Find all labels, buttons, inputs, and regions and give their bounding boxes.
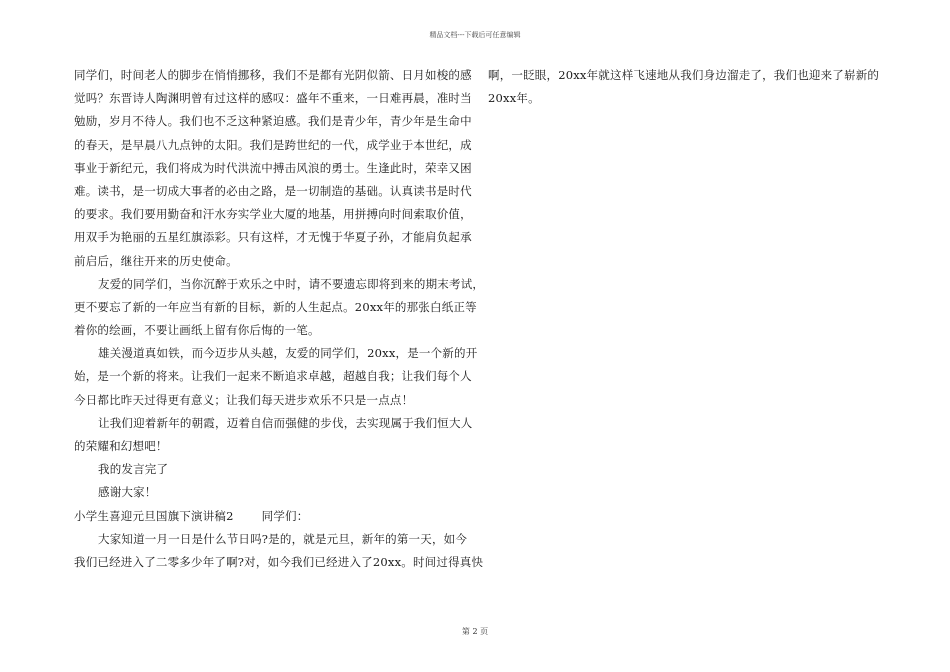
- paragraph-line: 友爱的同学们，当你沉醉于欢乐之中时，请不要遗忘即将到来的期末考试，: [98, 276, 485, 291]
- section-title: 小学生喜迎元旦国旗下演讲稿2: [74, 508, 234, 523]
- paragraph-line: 20xx年。: [488, 91, 540, 106]
- paragraph-line: 的春天，是早晨八九点钟的太阳。我们是跨世纪的一代，成学业于本世纪，成: [74, 137, 472, 152]
- paragraph-line: 更不要忘了新的一年应当有新的目标，新的人生起点。20xx年的那张白纸正等: [74, 299, 477, 314]
- paragraph-line: 的荣耀和幻想吧！: [74, 439, 168, 453]
- paragraph-line: 的要求。我们要用勤奋和汗水夯实学业大厦的地基，用拼搏向时间索取价值，: [74, 207, 472, 222]
- section-greeting: 同学们：: [261, 508, 309, 523]
- paragraph-line: 啊，一眨眼，20xx年就这样飞速地从我们身边溜走了，我们也迎来了崭新的: [488, 68, 880, 82]
- paragraph-line: 让我们迎着新年的朝霞，迈着自信而强健的步伐，去实现属于我们恒大人: [98, 415, 473, 430]
- right-column: [488, 64, 888, 110]
- paragraph-line: 大家知道一月一日是什么节日吗?是的，就是元旦，新年的第一天，如今: [98, 531, 468, 546]
- paragraph-line: 同学们，时间老人的脚步在悄悄挪移，我们不是都有光阴似箭、日月如梭的感: [74, 68, 472, 82]
- paragraph-line: 感谢大家！: [98, 485, 157, 500]
- paragraph-line: 难。读书，是一切成大事者的必由之路，是一切制造的基础。认真读书是时代: [74, 183, 472, 198]
- paragraph-line: 事业于新纪元，我们将成为时代洪流中搏击风浪的勇士。生逢此时，荣幸又困: [74, 160, 472, 175]
- paragraph-line: 雄关漫道真如铁，而今迈步从头越，友爱的同学们，20xx，是一个新的开: [98, 346, 478, 361]
- page-header: 精品文档---下载后可任意编辑: [429, 31, 521, 39]
- paragraph-line: 我们已经进入了二零多少年了啊?对，如今我们已经进入了20xx。时间过得真快: [74, 554, 484, 569]
- paragraph-line: 前启后，继往开来的历史使命。: [74, 253, 238, 268]
- section-title-line: [74, 505, 476, 528]
- paragraph-line: 勉励，岁月不待人。我们也不乏这种紧迫感。我们是青少年，青少年是生命中: [74, 114, 472, 129]
- page-number: 第 2 页: [461, 627, 489, 636]
- paragraph-line: 觉吗？东晋诗人陶渊明曾有过这样的感叹：盛年不重来，一日难再晨，准时当: [74, 91, 472, 106]
- left-column: [74, 64, 485, 574]
- paragraph-line: 今日都比昨天过得更有意义；让我们每天进步欢乐不只是一点点！: [74, 392, 414, 407]
- paragraph-line: 用双手为艳丽的五星红旗添彩。只有这样，才无愧于华夏子孙，才能肩负起承: [74, 230, 472, 245]
- paragraph-line: 着你的绘画，不要让画纸上留有你后悔的一笔。: [74, 323, 320, 338]
- paragraph-line: 我的发言完了: [98, 462, 169, 477]
- paragraph-line: 始，是一个新的将来。让我们一起来不断追求卓越，超越自我；让我们每个人: [74, 369, 472, 384]
